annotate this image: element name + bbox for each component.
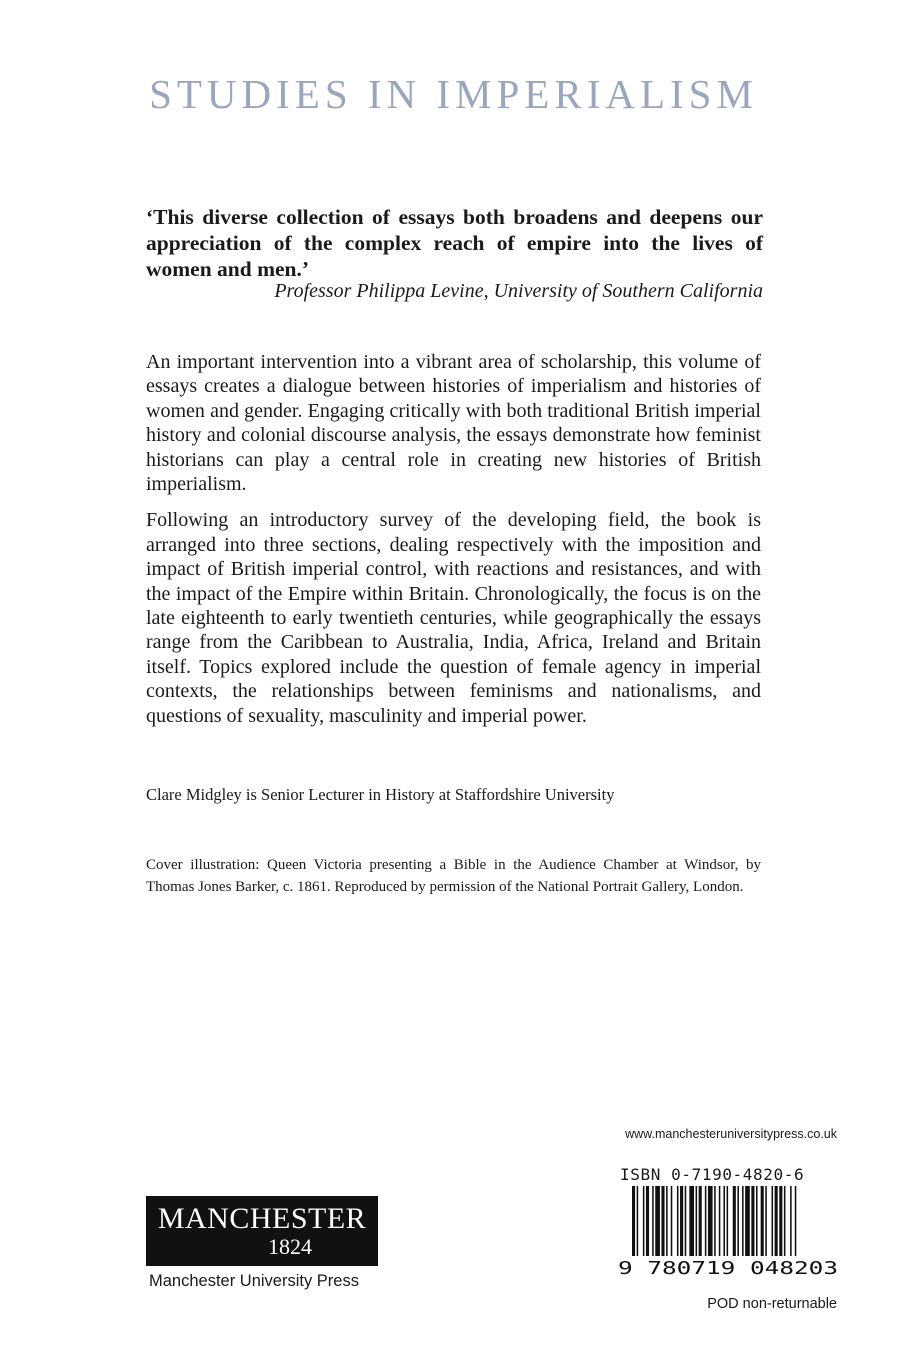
blurb-paragraph-1: An important intervention into a vibrant area of scholarship, this volume of essays creates a dialogue between histories of imperialism and histories of women and gender. Engaging critically with both traditional British imperial history and colonial discourse analysis, the essays demonstrate how feminist historians can play a central role in creating new histories of British imperialism.: [146, 351, 761, 496]
author-note: Clare Midgley is Senior Lecturer in History at Staffordshire University: [146, 785, 615, 804]
cover-credit: Cover illustration: Queen Victoria presenting a Bible in the Audience Chamber at Windsor, by Thomas Jones Barker, c. 1861. Reproduced by permission of the National Portrait Gallery, London.: [146, 857, 761, 895]
barcode-digits: 9 780719 048203: [618, 1258, 838, 1278]
endorsement-attribution: Professor Philippa Levine, University of Southern California: [274, 280, 763, 302]
publisher-name: Manchester University Press: [149, 1272, 359, 1290]
publisher-website: www.manchesteruniversitypress.co.uk: [625, 1127, 837, 1141]
endorsement-quote: ‘This diverse collection of essays both broadens and deepens our appreciation of the complex reach of empire into the lives of women and men.’: [146, 205, 763, 281]
barcode: [618, 1186, 840, 1278]
publisher-logo: [146, 1196, 378, 1266]
blurb: [146, 350, 761, 740]
series-title: STUDIES IN IMPERIALISM: [149, 71, 758, 117]
logo-name: MANCHESTER: [157, 1202, 367, 1235]
blurb-paragraph-2: Following an introductory survey of the developing field, the book is arranged into three sections, dealing respectively with the imposition and impact of British imperial control, with reactions and resistances, and with the impact of the Empire within Britain. Chronologically, the focus is on the late eighteenth to early twentieth centuries, while geographically the essays range from the Caribbean to Australia, India, Africa, Ireland and Britain itself. Topics explored include the question of female agency in imperial contexts, the relationships between feminisms and nationalisms, and questions of sexuality, masculinity and imperial power.: [146, 509, 761, 727]
pod-note: POD non-returnable: [707, 1296, 837, 1312]
logo-year: 1824: [268, 1234, 312, 1259]
isbn-label: ISBN 0-7190-4820-6: [620, 1165, 805, 1184]
